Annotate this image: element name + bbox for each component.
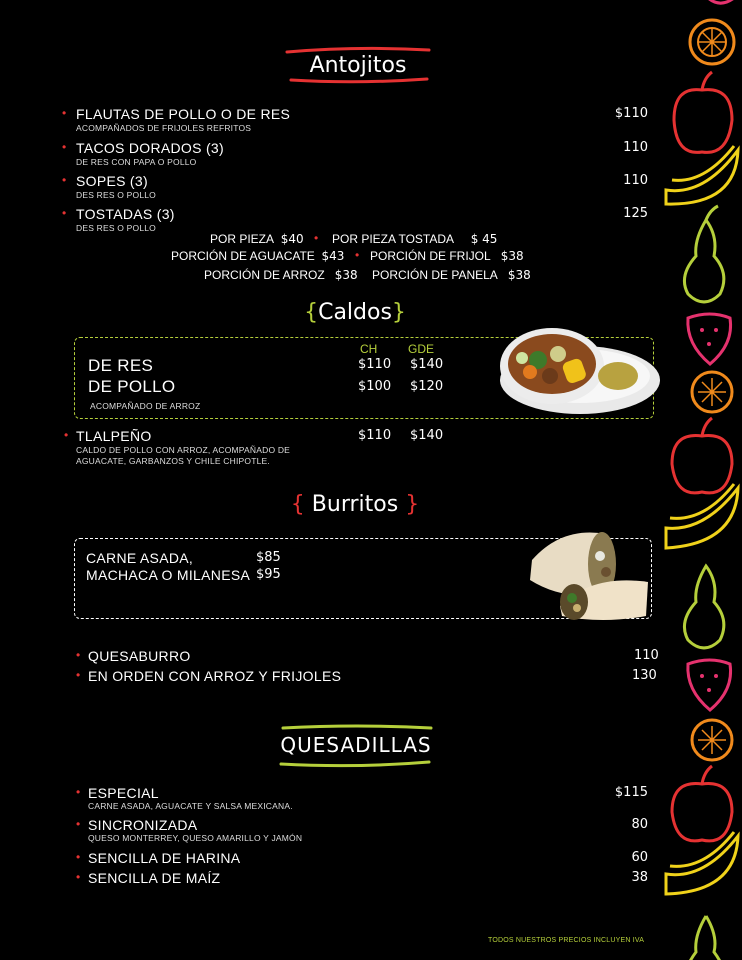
extra-por-pieza-tostada [332, 232, 497, 246]
item-name: SINCRONIZADA [88, 817, 198, 833]
item-price: 38 [631, 870, 648, 885]
quesadillas-header [277, 722, 435, 772]
bullet-icon: • [314, 231, 319, 245]
burrito-price2: $95 [256, 567, 281, 582]
col-gde-header: GDE [408, 342, 435, 356]
strawberry-icon [704, 0, 734, 3]
item-desc: CARNE ASADA, AGUACATE Y SALSA MEXICANA. [88, 801, 293, 811]
quesadillas-title: QUESADILLAS [280, 733, 432, 757]
extra-label: POR PIEZA TOSTADA [332, 232, 455, 246]
list-item [76, 785, 652, 817]
apple-icon [674, 72, 732, 152]
antojitos-list [62, 106, 662, 236]
bullet-icon: • [76, 850, 81, 864]
bullet-icon: • [62, 206, 67, 220]
apple-icon [672, 766, 732, 841]
fruit-border-decoration [664, 0, 742, 960]
pear-icon [684, 566, 723, 648]
bullet-icon: • [76, 785, 81, 799]
bullet-icon: • [62, 106, 67, 120]
item-name: TACOS DORADOS (3) [76, 140, 224, 156]
item-name: FLAUTAS DE POLLO O DE RES [76, 106, 291, 122]
orange-icon [692, 720, 732, 760]
extra-label: PORCIÓN DE ARROZ [204, 268, 325, 282]
item-name: SENCILLA DE MAÍZ [88, 870, 221, 886]
strawberry-icon [688, 314, 731, 364]
extra-price: $40 [280, 232, 304, 246]
extra-price: $38 [500, 249, 524, 263]
bullet-icon: • [62, 173, 67, 187]
extra-aguacate [171, 249, 344, 263]
burrito-item-name: QUESABURRO [88, 648, 191, 664]
caldos-title: {Caldos} [304, 300, 406, 325]
caldo-price-gde: $140 [410, 357, 444, 372]
tlalpeno-name: TLALPEÑO [76, 428, 152, 444]
burrito-line1: CARNE ASADA, [86, 550, 194, 566]
extra-frijol [370, 249, 524, 263]
burrito-image [522, 520, 652, 624]
tlalpeno-desc-line1: CALDO DE POLLO CON ARROZ, ACOMPAÑADO DE [76, 445, 291, 455]
list-item [62, 173, 662, 206]
list-item [62, 106, 662, 140]
antojitos-title: Antojitos [309, 53, 407, 78]
extra-panela [372, 268, 531, 282]
pear-icon [688, 916, 722, 960]
extra-label: PORCIÓN DE PANELA [372, 268, 498, 282]
item-desc: QUESO MONTERREY, QUESO AMARILLO Y JAMÓN [88, 833, 303, 843]
soup-bowl-image [498, 320, 664, 416]
extra-price: $38 [507, 268, 531, 282]
bullet-icon: • [62, 140, 67, 154]
burrito-price1: $85 [256, 550, 281, 565]
extra-label: PORCIÓN DE FRIJOL [370, 249, 491, 263]
extra-por-pieza [210, 232, 304, 246]
burrito-item-name: EN ORDEN CON ARROZ Y FRIJOLES [88, 668, 342, 684]
tlalpeno-price-ch: $110 [358, 428, 392, 443]
caldo-price-ch: $110 [358, 357, 392, 372]
burrito-item-price: 110 [634, 648, 659, 663]
bullet-icon: • [76, 817, 81, 831]
item-name: SENCILLA DE HARINA [88, 850, 241, 866]
bullet-icon: • [76, 648, 81, 662]
banana-icon [666, 484, 738, 548]
item-name: SOPES (3) [76, 173, 148, 189]
bullet-icon: • [76, 870, 81, 884]
bullet-icon: • [64, 428, 69, 442]
list-item [76, 870, 652, 890]
extra-price: $38 [334, 268, 358, 282]
col-ch-header: CH [360, 342, 378, 356]
bullet-icon: • [76, 668, 81, 682]
quesadillas-list [76, 785, 652, 890]
burrito-line2: MACHACA O MILANESA [86, 567, 251, 583]
extra-label: POR PIEZA [210, 232, 275, 246]
strawberry-icon [688, 660, 731, 710]
item-name: ESPECIAL [88, 785, 159, 801]
pear-icon [684, 206, 723, 302]
item-price: 125 [623, 206, 648, 221]
item-price: 60 [631, 850, 648, 865]
item-price: $110 [614, 106, 648, 121]
item-desc: DES RES O POLLO [76, 190, 156, 200]
orange-icon [690, 20, 734, 64]
extra-arroz [204, 268, 358, 282]
caldo-name: DE RES [88, 356, 154, 375]
item-name: TOSTADAS (3) [76, 206, 175, 222]
caldo-price-gde: $120 [410, 379, 444, 394]
list-item [76, 817, 652, 850]
caldo-price-ch: $100 [358, 379, 392, 394]
item-price: 80 [631, 817, 648, 832]
antojitos-header [283, 44, 433, 86]
apple-icon [672, 418, 732, 493]
extra-price: $43 [321, 249, 345, 263]
item-price: 110 [623, 140, 648, 155]
list-item [76, 850, 652, 870]
bullet-icon: • [355, 248, 360, 262]
item-desc: DE RES CON PAPA O POLLO [76, 157, 197, 167]
list-item [62, 140, 662, 173]
caldo-note: ACOMPAÑADO DE ARROZ [90, 401, 201, 411]
tlalpeno-price-gde: $140 [410, 428, 444, 443]
tlalpeno-desc-line2: AGUACATE, GARBANZOS Y CHILE CHIPOTLE. [76, 456, 270, 466]
item-desc: ACOMPAÑADOS DE FRIJOLES REFRITOS [76, 123, 252, 133]
item-price: 110 [623, 173, 648, 188]
banana-icon [666, 146, 738, 204]
item-price: $115 [614, 785, 648, 800]
extra-price: $ 45 [470, 232, 498, 246]
item-desc: DES RES O POLLO [76, 223, 156, 233]
footer-note: TODOS NUESTROS PRECIOS INCLUYEN IVA [488, 937, 645, 944]
burrito-item-price: 130 [632, 668, 657, 683]
burritos-title: { Burritos } [290, 492, 420, 517]
extra-label: PORCIÓN DE AGUACATE [171, 249, 315, 263]
orange-icon [692, 372, 732, 412]
caldo-name: DE POLLO [88, 377, 176, 396]
